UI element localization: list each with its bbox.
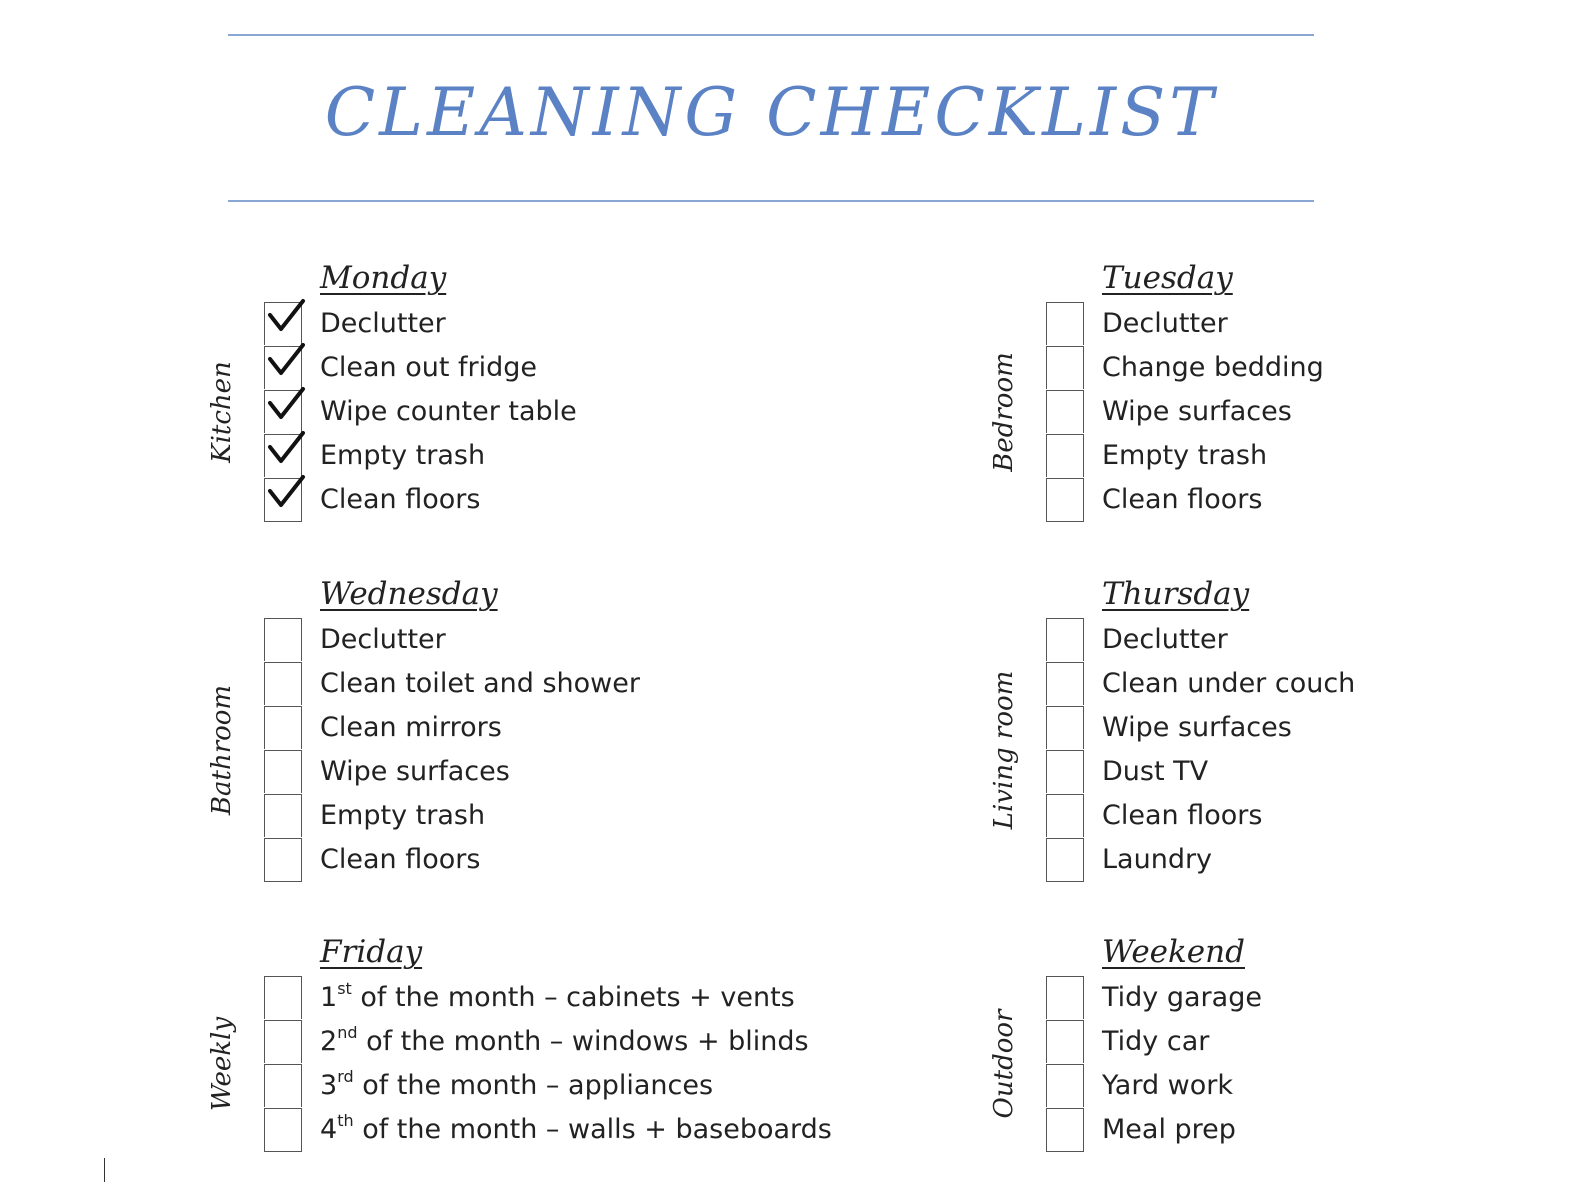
- task-label: Dust TV: [1102, 756, 1209, 787]
- checkbox[interactable]: [1046, 662, 1084, 705]
- checkbox[interactable]: [1046, 1064, 1084, 1107]
- ordinal-suffix: th: [337, 1111, 354, 1130]
- checkbox[interactable]: [264, 750, 302, 793]
- checkbox[interactable]: [264, 794, 302, 837]
- checkmark-icon: [267, 431, 307, 471]
- day-heading: Wednesday: [320, 576, 498, 612]
- task-text: of the month – walls + baseboards: [353, 1114, 832, 1145]
- day-heading: Monday: [320, 260, 447, 296]
- task-label: [320, 1022, 809, 1062]
- task-label: Wipe surfaces: [1102, 396, 1292, 427]
- checkbox[interactable]: [264, 1020, 302, 1063]
- page-title: CLEANING CHECKLIST: [324, 74, 1218, 151]
- task-label: Yard work: [1102, 1070, 1234, 1101]
- checkbox[interactable]: [1046, 750, 1084, 793]
- checkbox[interactable]: [264, 976, 302, 1019]
- task-label: Meal prep: [1102, 1114, 1236, 1145]
- task-label: [320, 978, 795, 1018]
- task-label: Declutter: [320, 624, 446, 655]
- checkbox[interactable]: [1046, 794, 1084, 837]
- checkmark-icon: [267, 387, 307, 427]
- task-label: Tidy car: [1102, 1026, 1210, 1057]
- task-label: Empty trash: [320, 440, 486, 471]
- checkbox[interactable]: [264, 434, 302, 477]
- task-label: Clean floors: [320, 844, 481, 875]
- task-text: of the month – appliances: [353, 1070, 714, 1101]
- checkbox[interactable]: [264, 1108, 302, 1152]
- checkbox[interactable]: [1046, 1108, 1084, 1152]
- day-heading: Weekend: [1102, 934, 1245, 970]
- ordinal-suffix: rd: [337, 1067, 354, 1086]
- checkbox[interactable]: [1046, 434, 1084, 477]
- checkbox[interactable]: [1046, 976, 1084, 1019]
- task-text: of the month – cabinets + vents: [351, 982, 795, 1013]
- checkbox[interactable]: [264, 346, 302, 389]
- checkbox[interactable]: [1046, 346, 1084, 389]
- task-label: Laundry: [1102, 844, 1213, 875]
- day-heading: Tuesday: [1102, 260, 1233, 296]
- checkbox[interactable]: [1046, 302, 1084, 345]
- day-heading: Thursday: [1102, 576, 1250, 612]
- task-label: Wipe surfaces: [320, 756, 510, 787]
- checkbox[interactable]: [264, 302, 302, 345]
- checkbox[interactable]: [264, 662, 302, 705]
- task-label: Declutter: [1102, 624, 1228, 655]
- checkbox[interactable]: [1046, 706, 1084, 749]
- task-label: Clean mirrors: [320, 712, 502, 743]
- ordinal-number: 3: [320, 1070, 338, 1101]
- task-label: Wipe surfaces: [1102, 712, 1292, 743]
- task-label: Clean floors: [320, 484, 481, 515]
- task-label: Clean out fridge: [320, 352, 538, 383]
- task-label: Change bedding: [1102, 352, 1324, 383]
- checkbox[interactable]: [264, 706, 302, 749]
- bottom-rule: [228, 200, 1314, 202]
- task-label: [320, 1066, 713, 1106]
- task-label: Empty trash: [320, 800, 486, 831]
- task-label: [320, 1110, 832, 1150]
- checkbox[interactable]: [1046, 1020, 1084, 1063]
- checkbox[interactable]: [1046, 618, 1084, 661]
- checkbox[interactable]: [264, 1064, 302, 1107]
- task-label: Clean toilet and shower: [320, 668, 640, 699]
- checkbox[interactable]: [264, 478, 302, 522]
- task-label: Clean under couch: [1102, 668, 1356, 699]
- ordinal-number: 1: [320, 982, 338, 1013]
- task-label: Clean floors: [1102, 484, 1263, 515]
- day-heading: Friday: [320, 934, 423, 970]
- task-label: Empty trash: [1102, 440, 1268, 471]
- checkbox[interactable]: [1046, 838, 1084, 882]
- ordinal-suffix: st: [337, 979, 352, 998]
- checkbox[interactable]: [264, 838, 302, 882]
- ordinal-suffix: nd: [337, 1023, 358, 1042]
- top-rule: [228, 34, 1314, 36]
- checkbox[interactable]: [1046, 390, 1084, 433]
- task-text: of the month – windows + blinds: [357, 1026, 809, 1057]
- ordinal-number: 2: [320, 1026, 338, 1057]
- checkbox[interactable]: [264, 390, 302, 433]
- task-label: Tidy garage: [1102, 982, 1262, 1013]
- checkmark-icon: [267, 343, 307, 383]
- task-label: Wipe counter table: [320, 396, 577, 427]
- checkmark-icon: [267, 299, 307, 339]
- text-cursor: [104, 1158, 105, 1182]
- ordinal-number: 4: [320, 1114, 338, 1145]
- checkmark-icon: [267, 475, 307, 515]
- task-label: Declutter: [320, 308, 446, 339]
- task-label: Declutter: [1102, 308, 1228, 339]
- checkbox[interactable]: [264, 618, 302, 661]
- checkbox[interactable]: [1046, 478, 1084, 522]
- task-label: Clean floors: [1102, 800, 1263, 831]
